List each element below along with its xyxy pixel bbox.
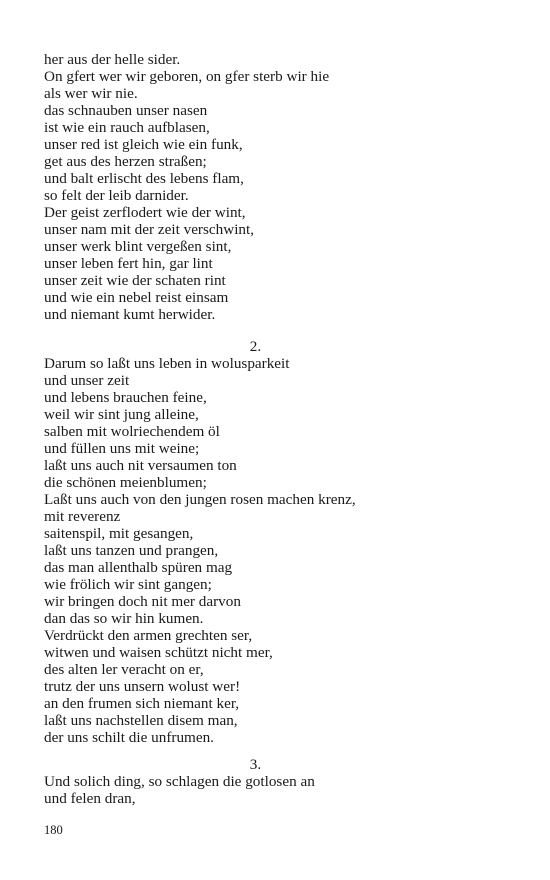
verse-line: laßt uns auch nit versaumen ton bbox=[44, 457, 237, 474]
verse-line: des alten ler veracht on er, bbox=[44, 661, 204, 678]
verse-line: dan das so wir hin kumen. bbox=[44, 610, 204, 627]
verse-line: an den frumen sich niemant ker, bbox=[44, 695, 240, 712]
verse-line: als wer wir nie. bbox=[44, 85, 138, 102]
verse-line: die schönen meienblumen; bbox=[44, 474, 207, 491]
verse-line: Verdrückt den armen grechten ser, bbox=[44, 627, 253, 644]
verse-line: get aus des herzen straßen; bbox=[44, 153, 207, 170]
stanza-number: 3. bbox=[249, 756, 262, 773]
verse-line: und unser zeit bbox=[44, 372, 130, 389]
verse-line: der uns schilt die unfrumen. bbox=[44, 729, 214, 746]
verse-line: und lebens brauchen feine, bbox=[44, 389, 207, 406]
verse-line: wir bringen doch nit mer darvon bbox=[44, 593, 241, 610]
verse-line: und füllen uns mit weine; bbox=[44, 440, 200, 457]
stanza-1 bbox=[44, 51, 514, 323]
stanza-2 bbox=[44, 338, 514, 746]
verse-line: Laßt uns auch von den jungen rosen machen krenz, bbox=[44, 491, 356, 508]
verse-line: mit reverenz bbox=[44, 508, 121, 525]
verse-line: laßt uns tanzen und prangen, bbox=[44, 542, 219, 559]
verse-line: Der geist zerflodert wie der wint, bbox=[44, 204, 246, 221]
verse-line: und wie ein nebel reist einsam bbox=[44, 289, 229, 306]
verse-line: witwen und waisen schützt nicht mer, bbox=[44, 644, 273, 661]
verse-line: laßt uns nachstellen disem man, bbox=[44, 712, 238, 729]
verse-line: wie frölich wir sint gangen; bbox=[44, 576, 212, 593]
verse-line: das schnauben unser nasen bbox=[44, 102, 208, 119]
verse-line: unser red ist gleich wie ein funk, bbox=[44, 136, 243, 153]
verse-line: und felen dran, bbox=[44, 790, 136, 807]
stanza-3 bbox=[44, 756, 514, 807]
verse-line: salben mit wolriechendem öl bbox=[44, 423, 220, 440]
verse-line: ist wie ein rauch aufblasen, bbox=[44, 119, 210, 136]
verse-line: und niemant kumt herwider. bbox=[44, 306, 216, 323]
verse-line: her aus der helle sider. bbox=[44, 51, 181, 68]
verse-line: saitenspil, mit gesangen, bbox=[44, 525, 194, 542]
verse-line: unser nam mit der zeit verschwint, bbox=[44, 221, 255, 238]
verse-line: On gfert wer wir geboren, on gfer sterb wir hie bbox=[44, 68, 330, 85]
verse-line: trutz der uns unsern wolust wer! bbox=[44, 678, 241, 695]
verse-line: Und solich ding, so schlagen die gotlosen an bbox=[44, 773, 315, 790]
verse-line: unser werk blint vergeßen sint, bbox=[44, 238, 232, 255]
page-number: 180 bbox=[44, 823, 63, 837]
verse-line: unser zeit wie der schaten rint bbox=[44, 272, 226, 289]
verse-line: weil wir sint jung alleine, bbox=[44, 406, 199, 423]
verse-line: das man allenthalb spüren mag bbox=[44, 559, 233, 576]
stanza-number: 2. bbox=[249, 338, 262, 355]
verse-line: unser leben fert hin, gar lint bbox=[44, 255, 213, 272]
verse-line: Darum so laßt uns leben in wolusparkeit bbox=[44, 355, 290, 372]
verse-line: und balt erlischt des lebens flam, bbox=[44, 170, 244, 187]
verse-line: so felt der leib darnider. bbox=[44, 187, 189, 204]
